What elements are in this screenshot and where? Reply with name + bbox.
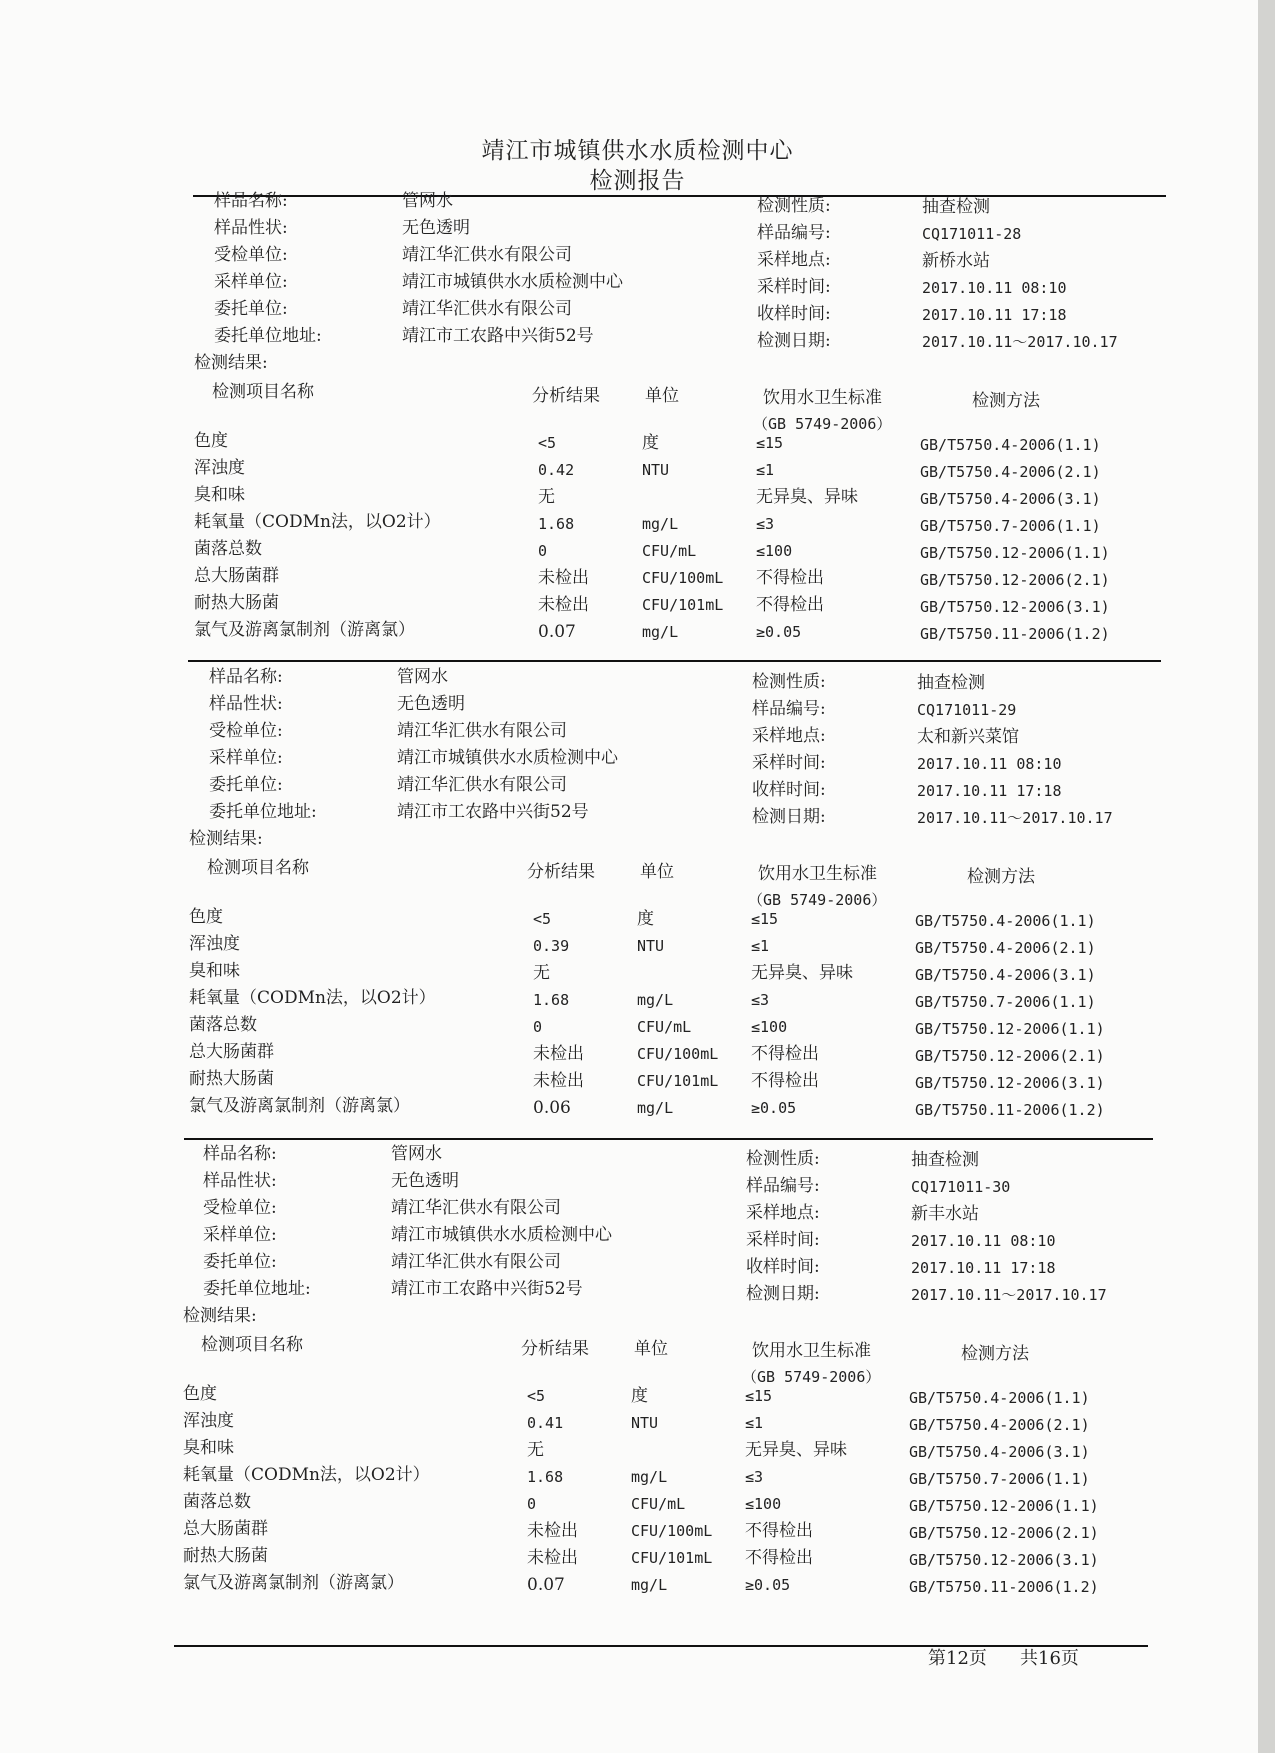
- receive-time-value: 2017.10.11 17:18: [917, 782, 1062, 800]
- row-item: 耐热大肠菌: [189, 1069, 274, 1089]
- inspected-unit-label: 受检单位:: [209, 721, 283, 741]
- row-standard: ≤1: [751, 937, 770, 955]
- row-unit: mg/L: [637, 991, 674, 1009]
- row-result: 0.07: [538, 622, 576, 642]
- row-standard: ≤100: [745, 1495, 782, 1513]
- col-unit-header: 单位: [645, 386, 679, 406]
- row-method: GB/T5750.11-2006(1.2): [909, 1578, 1099, 1596]
- row-standard: 无异臭、异味: [756, 487, 858, 507]
- row-result: 0.41: [527, 1414, 564, 1432]
- sample-no-value: CQ171011-30: [911, 1178, 1011, 1196]
- test-date-label: 检测日期:: [757, 331, 831, 351]
- sample-section-2: [0, 667, 1270, 1141]
- col-standard-ref: （GB 5749-2006）: [748, 891, 887, 909]
- client-address-value: 靖江市工农路中兴街52号: [391, 1279, 583, 1299]
- col-item-header: 检测项目名称: [207, 858, 309, 878]
- row-item: 氯气及游离氯制剂（游离氯）: [183, 1573, 404, 1593]
- row-method: GB/T5750.4-2006(3.1): [909, 1443, 1090, 1461]
- sample-no-label: 样品编号:: [757, 223, 831, 243]
- row-standard: ≤3: [745, 1468, 764, 1486]
- row-item: 色度: [194, 431, 228, 451]
- inspected-unit-label: 受检单位:: [214, 245, 288, 265]
- sample-state-value: 无色透明: [402, 218, 470, 238]
- row-item: 色度: [189, 907, 223, 927]
- row-standard: ≤100: [751, 1018, 788, 1036]
- page-number: 第12页: [928, 1648, 987, 1669]
- col-result-header: 分析结果: [527, 862, 595, 882]
- row-standard: ≤100: [756, 542, 793, 560]
- sample-name-value: 管网水: [397, 667, 448, 687]
- row-method: GB/T5750.12-2006(1.1): [909, 1497, 1099, 1515]
- row-item: 臭和味: [189, 961, 240, 981]
- row-result: 未检出: [538, 568, 589, 588]
- row-item: 耗氧量（CODMn法，以O2计）: [189, 988, 436, 1008]
- row-standard: 无异臭、异味: [751, 963, 853, 983]
- sample-name-value: 管网水: [391, 1144, 442, 1164]
- row-standard: 不得检出: [745, 1548, 813, 1568]
- sampling-unit-value: 靖江市城镇供水水质检测中心: [391, 1225, 612, 1245]
- row-unit: mg/L: [642, 515, 679, 533]
- row-standard: 不得检出: [745, 1521, 813, 1541]
- row-method: GB/T5750.12-2006(3.1): [920, 598, 1110, 616]
- row-unit: CFU/100mL: [642, 569, 724, 587]
- receive-time-label: 收样时间:: [757, 304, 831, 324]
- row-unit: CFU/101mL: [637, 1072, 719, 1090]
- receive-time-label: 收样时间:: [752, 780, 826, 800]
- row-item: 总大肠菌群: [189, 1042, 274, 1062]
- row-result: 未检出: [538, 595, 589, 615]
- sample-section-3: [0, 1144, 1264, 1618]
- sample-state-label: 样品性状:: [209, 694, 283, 714]
- row-result: 无: [533, 963, 550, 983]
- row-standard: ≤3: [751, 991, 770, 1009]
- client-address-value: 靖江市工农路中兴街52号: [402, 326, 594, 346]
- client-unit-value: 靖江华汇供水有限公司: [397, 775, 567, 795]
- sample-name-label: 样品名称:: [209, 667, 283, 687]
- sample-state-value: 无色透明: [397, 694, 465, 714]
- col-method-header: 检测方法: [961, 1344, 1029, 1364]
- test-nature-label: 检测性质:: [746, 1149, 820, 1169]
- row-standard: ≤3: [756, 515, 775, 533]
- report-title: 检测报告: [589, 168, 686, 194]
- test-date-label: 检测日期:: [746, 1284, 820, 1304]
- receive-time-value: 2017.10.11 17:18: [911, 1259, 1056, 1277]
- row-unit: CFU/100mL: [631, 1522, 713, 1540]
- col-method-header: 检测方法: [967, 867, 1035, 887]
- row-result: 0.42: [538, 461, 575, 479]
- row-item: 耗氧量（CODMn法，以O2计）: [194, 512, 441, 532]
- row-item: 色度: [183, 1384, 217, 1404]
- bottom-rule: [174, 1645, 1148, 1647]
- row-method: GB/T5750.12-2006(3.1): [915, 1074, 1105, 1092]
- sample-no-label: 样品编号:: [752, 699, 826, 719]
- test-date-value: 2017.10.11～2017.10.17: [911, 1286, 1107, 1304]
- row-method: GB/T5750.12-2006(2.1): [920, 571, 1110, 589]
- test-nature-value: 抽查检测: [922, 197, 990, 217]
- client-unit-label: 委托单位:: [203, 1252, 277, 1272]
- row-unit: CFU/101mL: [642, 596, 724, 614]
- row-standard: 不得检出: [756, 568, 824, 588]
- col-item-header: 检测项目名称: [212, 382, 314, 402]
- sample-state-label: 样品性状:: [203, 1171, 277, 1191]
- org-title: 靖江市城镇供水水质检测中心: [481, 138, 794, 164]
- inspected-unit-label: 受检单位:: [203, 1198, 277, 1218]
- col-standard-header: 饮用水卫生标准: [752, 1341, 871, 1361]
- row-method: GB/T5750.12-2006(1.1): [915, 1020, 1105, 1038]
- row-unit: CFU/mL: [637, 1018, 692, 1036]
- row-result: 未检出: [533, 1071, 584, 1091]
- row-unit: mg/L: [631, 1468, 668, 1486]
- sampling-site-value: 新桥水站: [922, 251, 990, 271]
- row-result: 1.68: [533, 991, 570, 1009]
- row-method: GB/T5750.7-2006(1.1): [920, 517, 1101, 535]
- test-date-value: 2017.10.11～2017.10.17: [922, 333, 1118, 351]
- row-unit: mg/L: [642, 623, 679, 641]
- col-standard-ref: （GB 5749-2006）: [753, 415, 892, 433]
- row-standard: ≤1: [756, 461, 775, 479]
- client-address-value: 靖江市工农路中兴街52号: [397, 802, 589, 822]
- row-item: 菌落总数: [189, 1015, 257, 1035]
- row-unit: 度: [637, 909, 654, 929]
- sampling-unit-value: 靖江市城镇供水水质检测中心: [402, 272, 623, 292]
- row-standard: ≤15: [751, 910, 779, 928]
- row-result: 0: [538, 542, 548, 560]
- sample-name-label: 样品名称:: [214, 191, 288, 211]
- sampling-site-label: 采样地点:: [757, 250, 831, 270]
- client-unit-value: 靖江华汇供水有限公司: [391, 1252, 561, 1272]
- sampling-unit-label: 采样单位:: [214, 272, 288, 292]
- row-result: 无: [527, 1440, 544, 1460]
- row-result: 未检出: [527, 1548, 578, 1568]
- client-address-label: 委托单位地址:: [214, 326, 322, 346]
- row-item: 氯气及游离氯制剂（游离氯）: [194, 620, 415, 640]
- sampling-site-label: 采样地点:: [752, 726, 826, 746]
- col-unit-header: 单位: [640, 862, 674, 882]
- row-result: 1.68: [538, 515, 575, 533]
- client-address-label: 委托单位地址:: [203, 1279, 311, 1299]
- row-result: 无: [538, 487, 555, 507]
- inspected-unit-value: 靖江华汇供水有限公司: [397, 721, 567, 741]
- row-item: 菌落总数: [183, 1492, 251, 1512]
- row-unit: CFU/101mL: [631, 1549, 713, 1567]
- col-result-header: 分析结果: [521, 1339, 589, 1359]
- row-method: GB/T5750.12-2006(2.1): [915, 1047, 1105, 1065]
- sampling-unit-value: 靖江市城镇供水水质检测中心: [397, 748, 618, 768]
- row-result: 0: [527, 1495, 537, 1513]
- row-standard: 不得检出: [751, 1044, 819, 1064]
- row-result: 0.07: [527, 1575, 565, 1595]
- row-unit: 度: [642, 433, 659, 453]
- client-unit-label: 委托单位:: [214, 299, 288, 319]
- sampling-time-label: 采样时间:: [757, 277, 831, 297]
- row-item: 耐热大肠菌: [194, 593, 279, 613]
- row-method: GB/T5750.12-2006(3.1): [909, 1551, 1099, 1569]
- sampling-time-value: 2017.10.11 08:10: [911, 1232, 1056, 1250]
- row-item: 臭和味: [183, 1438, 234, 1458]
- row-unit: CFU/100mL: [637, 1045, 719, 1063]
- results-label: 检测结果:: [183, 1306, 257, 1326]
- row-unit: NTU: [642, 461, 670, 479]
- test-date-value: 2017.10.11～2017.10.17: [917, 809, 1113, 827]
- col-standard-ref: （GB 5749-2006）: [742, 1368, 881, 1386]
- row-item: 耐热大肠菌: [183, 1546, 268, 1566]
- test-date-label: 检测日期:: [752, 807, 826, 827]
- sample-section-1: [0, 191, 1275, 665]
- row-standard: ≥0.05: [751, 1099, 797, 1117]
- row-method: GB/T5750.4-2006(1.1): [909, 1389, 1090, 1407]
- row-item: 氯气及游离氯制剂（游离氯）: [189, 1096, 410, 1116]
- sampling-site-value: 太和新兴菜馆: [917, 727, 1019, 747]
- row-unit: CFU/mL: [642, 542, 697, 560]
- row-method: GB/T5750.11-2006(1.2): [920, 625, 1110, 643]
- row-method: GB/T5750.11-2006(1.2): [915, 1101, 1105, 1119]
- sample-name-label: 样品名称:: [203, 1144, 277, 1164]
- sampling-site-value: 新丰水站: [911, 1204, 979, 1224]
- inspected-unit-value: 靖江华汇供水有限公司: [391, 1198, 561, 1218]
- row-result: 1.68: [527, 1468, 564, 1486]
- row-result: <5: [527, 1387, 546, 1405]
- client-unit-label: 委托单位:: [209, 775, 283, 795]
- row-standard: ≤15: [745, 1387, 773, 1405]
- row-method: GB/T5750.4-2006(1.1): [920, 436, 1101, 454]
- row-result: <5: [538, 434, 557, 452]
- sampling-unit-label: 采样单位:: [209, 748, 283, 768]
- row-unit: CFU/mL: [631, 1495, 686, 1513]
- row-result: 0.06: [533, 1098, 571, 1118]
- row-item: 浑浊度: [189, 934, 240, 954]
- row-item: 菌落总数: [194, 539, 262, 559]
- sampling-site-label: 采样地点:: [746, 1203, 820, 1223]
- row-result: 0: [533, 1018, 543, 1036]
- row-unit: 度: [631, 1386, 648, 1406]
- test-nature-value: 抽查检测: [917, 673, 985, 693]
- row-item: 浑浊度: [194, 458, 245, 478]
- col-unit-header: 单位: [634, 1339, 668, 1359]
- sampling-time-value: 2017.10.11 08:10: [917, 755, 1062, 773]
- col-standard-header: 饮用水卫生标准: [763, 388, 882, 408]
- row-unit: NTU: [637, 937, 665, 955]
- row-method: GB/T5750.4-2006(2.1): [909, 1416, 1090, 1434]
- test-nature-label: 检测性质:: [757, 196, 831, 216]
- client-address-label: 委托单位地址:: [209, 802, 317, 822]
- client-unit-value: 靖江华汇供水有限公司: [402, 299, 572, 319]
- row-method: GB/T5750.7-2006(1.1): [909, 1470, 1090, 1488]
- sample-state-label: 样品性状:: [214, 218, 288, 238]
- row-standard: 不得检出: [756, 595, 824, 615]
- results-label: 检测结果:: [194, 353, 268, 373]
- row-item: 臭和味: [194, 485, 245, 505]
- sampling-time-label: 采样时间:: [746, 1230, 820, 1250]
- row-standard: ≥0.05: [745, 1576, 791, 1594]
- sample-no-value: CQ171011-28: [922, 225, 1022, 243]
- row-method: GB/T5750.4-2006(3.1): [920, 490, 1101, 508]
- row-standard: ≤1: [745, 1414, 764, 1432]
- row-method: GB/T5750.4-2006(1.1): [915, 912, 1096, 930]
- test-nature-label: 检测性质:: [752, 672, 826, 692]
- row-unit: mg/L: [637, 1099, 674, 1117]
- page-total: 共16页: [1020, 1648, 1079, 1669]
- row-method: GB/T5750.4-2006(2.1): [920, 463, 1101, 481]
- sample-name-value: 管网水: [402, 191, 453, 211]
- receive-time-label: 收样时间:: [746, 1257, 820, 1277]
- results-label: 检测结果:: [189, 829, 263, 849]
- row-standard: 无异臭、异味: [745, 1440, 847, 1460]
- row-method: GB/T5750.12-2006(1.1): [920, 544, 1110, 562]
- row-unit: NTU: [631, 1414, 659, 1432]
- col-item-header: 检测项目名称: [201, 1335, 303, 1355]
- row-unit: mg/L: [631, 1576, 668, 1594]
- col-result-header: 分析结果: [532, 386, 600, 406]
- row-standard: 不得检出: [751, 1071, 819, 1091]
- col-method-header: 检测方法: [972, 391, 1040, 411]
- sample-no-value: CQ171011-29: [917, 701, 1017, 719]
- test-nature-value: 抽查检测: [911, 1150, 979, 1170]
- row-result: 未检出: [527, 1521, 578, 1541]
- row-standard: ≤15: [756, 434, 784, 452]
- col-standard-header: 饮用水卫生标准: [758, 864, 877, 884]
- sample-state-value: 无色透明: [391, 1171, 459, 1191]
- row-item: 总大肠菌群: [194, 566, 279, 586]
- receive-time-value: 2017.10.11 17:18: [922, 306, 1067, 324]
- row-result: 未检出: [533, 1044, 584, 1064]
- sample-no-label: 样品编号:: [746, 1176, 820, 1196]
- inspected-unit-value: 靖江华汇供水有限公司: [402, 245, 572, 265]
- row-method: GB/T5750.7-2006(1.1): [915, 993, 1096, 1011]
- row-item: 总大肠菌群: [183, 1519, 268, 1539]
- row-method: GB/T5750.4-2006(3.1): [915, 966, 1096, 984]
- row-item: 浑浊度: [183, 1411, 234, 1431]
- sampling-time-value: 2017.10.11 08:10: [922, 279, 1067, 297]
- sampling-time-label: 采样时间:: [752, 753, 826, 773]
- row-item: 耗氧量（CODMn法，以O2计）: [183, 1465, 430, 1485]
- row-result: <5: [533, 910, 552, 928]
- row-standard: ≥0.05: [756, 623, 802, 641]
- row-method: GB/T5750.4-2006(2.1): [915, 939, 1096, 957]
- sampling-unit-label: 采样单位:: [203, 1225, 277, 1245]
- row-result: 0.39: [533, 937, 570, 955]
- row-method: GB/T5750.12-2006(2.1): [909, 1524, 1099, 1542]
